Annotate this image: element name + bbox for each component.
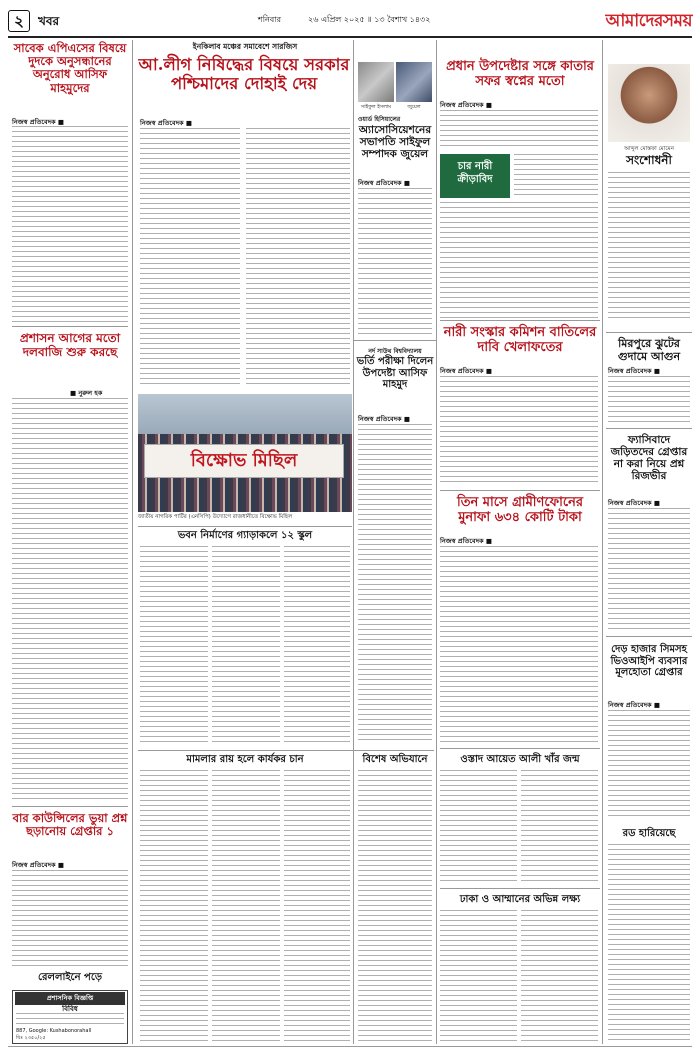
footer-rule [8, 1046, 692, 1047]
mamla-body-col1 [140, 770, 208, 1044]
divider-dhaka [440, 888, 600, 889]
headline-aps: সাবেক এপিএসের বিষয়ে দুদকে অনুসন্ধানের অনুরোধ আসিফ মাহমুদের [13, 41, 127, 95]
mamla-body-col2 [212, 770, 280, 1044]
bhaban-body-col1 [140, 546, 208, 744]
bhaban-headline: ভবন নির্মাণের গ্যাড়াকলে ১২ স্কুল [177, 530, 313, 541]
ustad-body-col2 [521, 770, 598, 882]
divider-bhaban [138, 526, 352, 527]
bishesh-body [358, 770, 432, 1044]
women-reform-byline: নিজস্ব প্রতিবেদক ■ [440, 367, 492, 375]
condolence-title: সংশোধনী [626, 153, 672, 167]
divider-mid-1 [354, 340, 436, 341]
divider-right-3 [606, 636, 692, 637]
bishesh-headline: বিশেষ অভিযানে [362, 754, 428, 765]
rab-headline: রড হারিয়েছে [622, 828, 676, 839]
page-number: ২ [14, 12, 24, 30]
gp-byline: নিজস্ব প্রতিবেদক ■ [440, 537, 492, 545]
byline-bar: নিজস্ব প্রতিবেদক ■ [12, 861, 64, 869]
classified-box [12, 990, 128, 1044]
divider-right-1 [606, 332, 692, 333]
police-kicker: ওয়ার্ড হিসিয়ালের [358, 116, 401, 123]
qatar-inset-box [440, 154, 510, 198]
col-rule-mid-lower [353, 340, 354, 1044]
divider-qatar-bottom [440, 320, 600, 321]
body-text-prashasan [12, 398, 128, 800]
mamla-headline: মামলার রায় হলে কার্যকর চান [186, 754, 304, 765]
ustad-headline: ওস্তাদ আয়েত আলী খাঁর জন্ম [460, 754, 580, 765]
police-byline: নিজস্ব প্রতিবেদক ■ [358, 179, 410, 187]
police-headline: অ্যাসোসিয়েশনের সভাপতি সাইফুল সম্পাদক জুয়েল [358, 124, 432, 161]
lead-body-col2 [246, 128, 350, 386]
classified-ref: বিঃ ২৩৫০/২৫ [16, 1035, 46, 1041]
gp-headline: তিন মাসে গ্রামীণফোনের মুনাফা ৬৩৪ কোটি টাকা [456, 495, 584, 525]
divider-left-1 [12, 326, 128, 327]
col-rule-1 [132, 40, 133, 1044]
photo-sky [138, 394, 352, 434]
ustad-body-col1 [440, 770, 517, 882]
photo-banner [144, 444, 344, 478]
qatar-body-top [440, 110, 598, 150]
headline-rail: রেললাইনে পড়ে [38, 972, 102, 983]
photo-jewel [396, 62, 432, 102]
fascism-body [608, 508, 690, 630]
fascism-headline: ফ্যাসিবাদে জড়িতদের গ্রেপ্তার না করা নিয়ে প্রশ্ন রিজভীর [610, 434, 688, 483]
classified-text [16, 1013, 124, 1027]
byline-prashasan: ■ নুরুল হক [70, 389, 103, 397]
caption-jewel: জুয়েল [407, 104, 421, 110]
photo-condolence [608, 64, 690, 142]
byline-aps: নিজস্ব প্রতিবেদক ■ [12, 118, 64, 126]
sim-body [608, 710, 690, 820]
caption-saiful: সাইফুল ইসলাম [360, 104, 392, 110]
women-reform-headline: নারী সংস্কার কমিশন বাতিলের দাবি খেলাফতের [443, 325, 597, 355]
masthead-logo: আমাদেরসময় [605, 11, 692, 31]
fire-headline: মিরপুরে ঝুটের গুদামে আগুন [617, 337, 681, 363]
body-text-bar [12, 870, 128, 970]
bhaban-body-col2 [212, 546, 280, 744]
page-date: ২৬ এপ্রিল ২০২৫ ॥ ১৩ বৈশাখ ১৪৩২ [308, 15, 431, 24]
lead-kicker: ইনকিলাব মঞ্চের সমাবেশে সারজিস [192, 42, 298, 51]
dhaka-headline: ঢাকা ও আম্মানের অভিন্ন লক্ষ্য [459, 894, 581, 905]
qatar-byline: নিজস্ব প্রতিবেদক ■ [440, 101, 492, 109]
body-text-aps [12, 126, 128, 322]
col-rule-3 [436, 40, 437, 1044]
qatar-body-right [514, 154, 598, 198]
header-rule [8, 36, 692, 38]
lead-body-col1 [140, 128, 240, 386]
dhaka-body-col1 [440, 910, 517, 1044]
admission-headline: ভর্তি পরীক্ষা দিলেন উপদেষ্টা আসিফ মাহমুদ [356, 356, 434, 390]
gp-body [440, 546, 598, 742]
photo-banner-text: বিক্ষোভ মিছিল [190, 450, 298, 471]
divider-left-2 [12, 806, 128, 807]
divider-gp [440, 490, 600, 491]
qatar-inset: চার নারী ক্রীড়াবিদ [457, 161, 493, 185]
section-label: খবর [38, 14, 60, 28]
fire-byline: নিজস্ব প্রতিবেদক ■ [608, 367, 660, 375]
headline-prashasan: প্রশাসন আগের মতো দলবাজি শুরু করছে [19, 331, 121, 359]
divider-right-2 [606, 428, 692, 429]
lead-byline: নিজস্ব প্রতিবেদক ■ [140, 119, 192, 127]
divider-mamla [138, 750, 434, 751]
lead-headline: আ.লীগ নিষিদ্ধের বিষয়ে সরকার পশ্চিমাদের দোহাই দেয় [138, 55, 350, 93]
page-day: শনিবার [258, 15, 281, 24]
admission-byline: নিজস্ব প্রতিবেদক ■ [358, 415, 410, 423]
condolence-body [608, 172, 690, 320]
photo-saiful [358, 62, 394, 102]
rab-body [608, 844, 690, 1044]
admission-kicker: নর্দ সাউথ বিশ্ববিদ্যালয় [368, 348, 422, 355]
sim-headline: দেড় হাজার সিমসহ ভিওআইপি ব্যবসার মূলহোতা গ্রেপ্তার [610, 644, 688, 678]
fire-body [608, 376, 690, 422]
col-rule-2 [353, 40, 354, 340]
page-number-box [8, 10, 30, 32]
bhaban-body-col3 [284, 546, 350, 744]
headline-bar: বার কাউন্সিলের ভুয়া প্রশ্ন ছড়ানোয় গ্রেপ্তার ১ [12, 811, 128, 839]
classified-subtitle: বিবিধ [62, 1005, 78, 1013]
dhaka-body-col2 [521, 910, 598, 1044]
news-photo [138, 394, 352, 512]
divider-ustad [440, 748, 600, 749]
sim-byline: নিজস্ব প্রতিবেদক ■ [608, 701, 660, 709]
classified-title: প্রশাসনিক বিজ্ঞপ্তি [15, 992, 125, 1005]
admission-body [358, 424, 432, 742]
col-rule-4 [602, 40, 603, 1044]
page-header [8, 10, 692, 34]
mamla-body-col3 [284, 770, 350, 1044]
photo-caption: জাতীয় নাগরিক পার্টির (এনসিপি) উদ্যোগে রাজধানীতে বিক্ষোভ মিছিল [138, 514, 293, 520]
classified-contact: 887, Google: Kushabonorahall [16, 1028, 92, 1034]
qatar-body-bottom [440, 202, 598, 318]
women-reform-body [440, 376, 598, 484]
condolence-caption: আব্দুল মোস্তফা মোমেন [624, 146, 674, 152]
fascism-byline: নিজস্ব প্রতিবেদক ■ [608, 499, 660, 507]
police-body [358, 188, 432, 338]
qatar-headline: প্রধান উপদেষ্টার সঙ্গে কাতার সফর স্বপ্নের মতো [446, 59, 594, 89]
